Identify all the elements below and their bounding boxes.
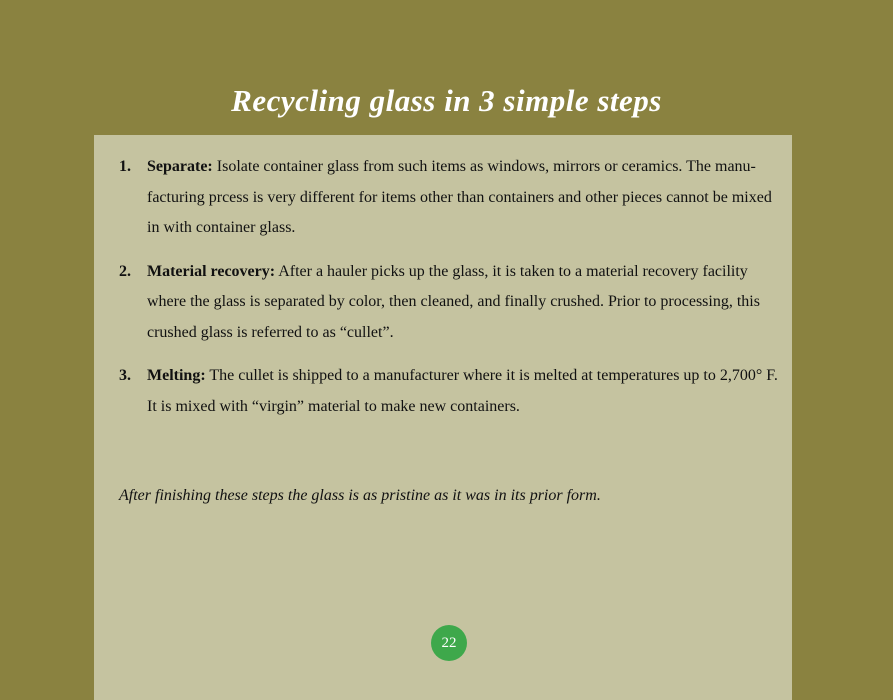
step-text: Isolate container glass from such items as windows, mirrors or ceramics. The manu-facturing prcess is very different for items other than containers and other pieces cannot be mixed in with container glass. bbox=[147, 158, 772, 236]
step-text: After a hauler picks up the glass, it is taken to a material recovery facility where the glass is separated by color, then cleaned, and finally crushed. Prior to processing, this crushed glass is referred to as “cullet”. bbox=[147, 262, 760, 341]
step-number: 3. bbox=[119, 367, 131, 384]
step-heading: Material recovery: bbox=[147, 262, 276, 280]
step-heading: Melting: bbox=[147, 367, 206, 384]
step-item-material-recovery bbox=[119, 257, 779, 349]
step-item-separate bbox=[119, 152, 779, 244]
step-number: 2. bbox=[119, 262, 131, 280]
content-panel bbox=[94, 135, 792, 700]
page-number-badge: 22 bbox=[431, 625, 467, 661]
step-item-melting bbox=[119, 361, 779, 422]
closing-note: After finishing these steps the glass is as pristine as it was in its prior form. bbox=[119, 487, 601, 504]
step-number: 1. bbox=[119, 158, 131, 175]
page-title: Recycling glass in 3 simple steps bbox=[231, 82, 662, 118]
step-heading: Separate: bbox=[147, 158, 213, 175]
step-text: The cullet is shipped to a manufacturer where it is melted at temperatures up to 2,700° F. It is mixed with “virgin” material to make new containers. bbox=[147, 367, 778, 415]
steps-list bbox=[119, 152, 779, 435]
